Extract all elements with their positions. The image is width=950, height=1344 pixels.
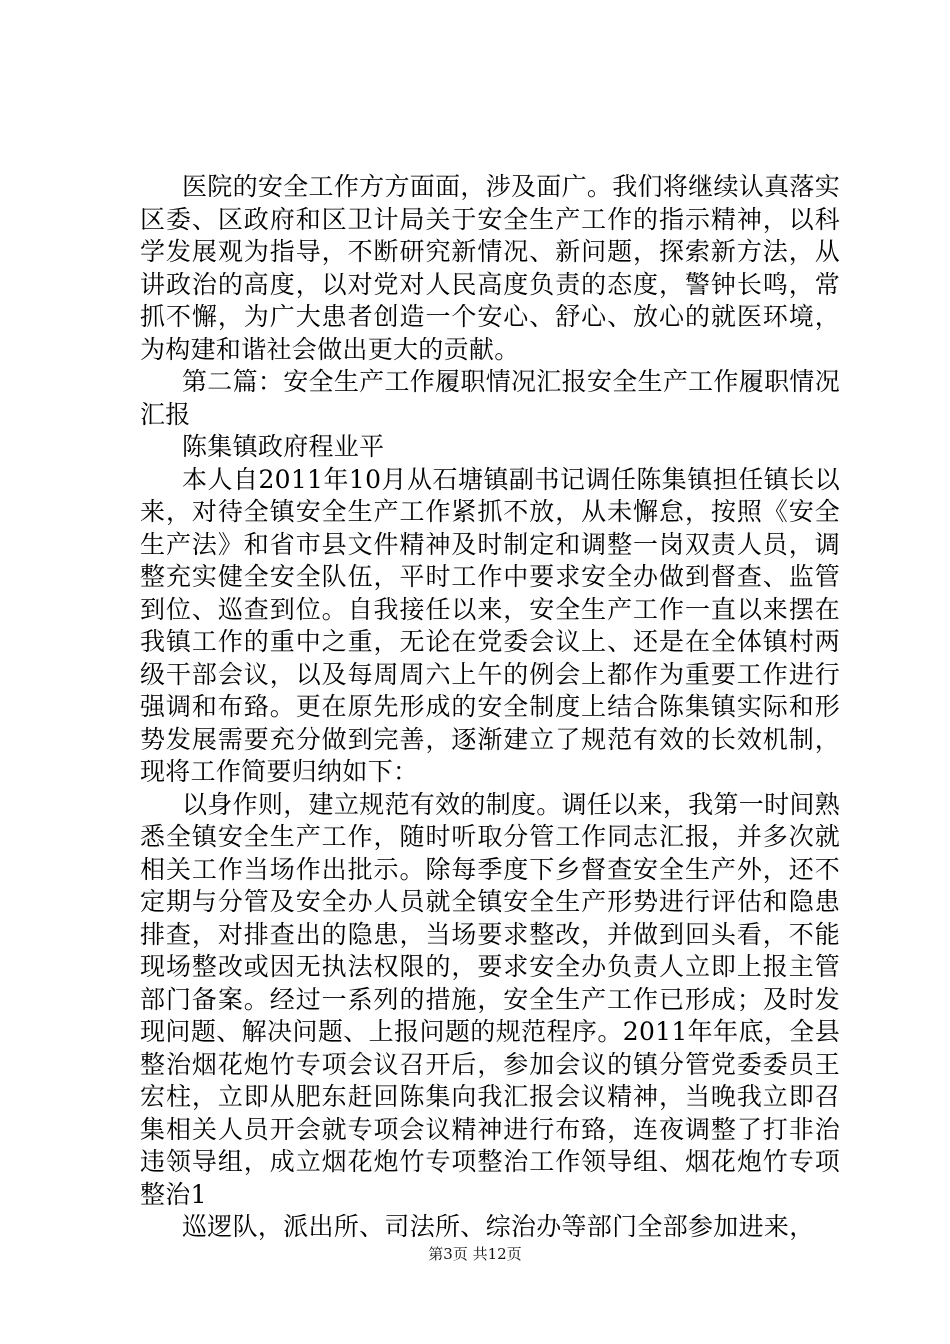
page-number-footer: 第3页 共12页 bbox=[428, 1245, 522, 1263]
paragraph-hospital-safety: 医院的安全工作方方面面，涉及面广。我们将继续认真落实区委、区政府和区卫计局关于安全生产工作的指示精神，以科学发展观为指导，不断研究新情况、新问题，探索新方法，从讲政治的高度，以对党对人民高度负责的态度，警钟长鸣，常抓不懈，为广大患者创造一个安心、舒心、放心的就医环境，为构建和谐社会做出更大的贡献。 bbox=[140, 172, 840, 364]
paragraph-patrol-team: 巡逻队，派出所、司法所、综治办等部门全部参加进来， bbox=[182, 1212, 815, 1241]
author-line: 陈集镇政府程业平 bbox=[182, 432, 385, 461]
paragraph-introduction: 本人自2011年10月从石塘镇副书记调任陈集镇担任镇长以来，对待全镇安全生产工作紧抓不放，从未懈怠，按照《安全生产法》和省市县文件精神及时制定和调整一岗双责人员，调整充实健全安全队伍，平时工作中要求安全办做到督查、监管到位、巡查到位。自我接任以来，安全生产工作一直以来摆在我镇工作的重中之重，无论在党委会议上、还是在全体镇村两级干部会议，以及每周周六上午的例会上都作为重要工作进行强调和布臵。更在原先形成的安全制度上结合陈集镇实际和形势发展需要充分做到完善，逐渐建立了规范有效的长效机制，现将工作简要归纳如下： bbox=[140, 464, 840, 786]
document-body bbox=[140, 171, 840, 1244]
section-title-part-two: 第二篇：安全生产工作履职情况汇报安全生产工作履职情况汇报 bbox=[140, 367, 840, 429]
paragraph-lead-by-example: 以身作则，建立规范有效的制度。调任以来，我第一时间熟悉全镇安全生产工作，随时听取分管工作同志汇报，并多次就相关工作当场作出批示。除每季度下乡督查安全生产外，还不定期与分管及安全办人员就全镇安全生产形势进行评估和隐患排查，对排查出的隐患，当场要求整改，并做到回头看，不能现场整改或因无执法权限的，要求安全办负责人立即上报主管部门备案。经过一系列的措施，安全生产工作已形成；及时发现问题、解决问题、上报问题的规范程序。2011年年底，全县整治烟花炮竹专项会议召开后，参加会议的镇分管党委委员王宏柱，立即从肥东赶回陈集向我汇报会议精神，当晚我立即召集相关人员开会就专项会议精神进行布臵，连夜调整了打非治违领导组，成立烟花炮竹专项整治工作领导组、烟花炮竹专项整治1 bbox=[140, 789, 840, 1209]
